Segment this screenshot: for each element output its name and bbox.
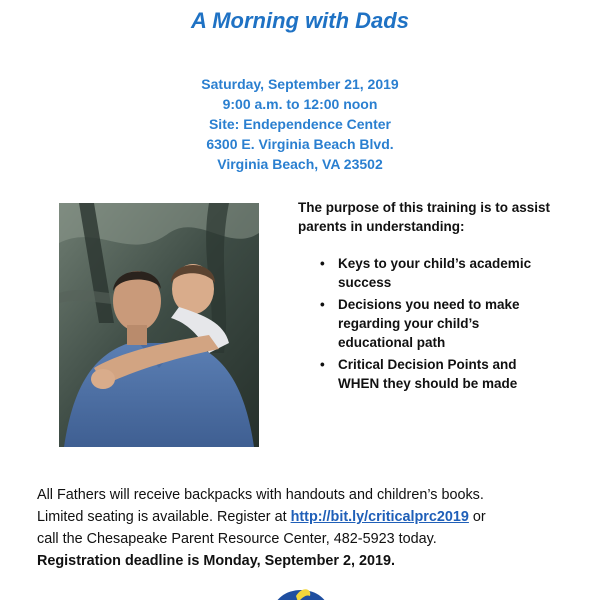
chesapeake-logo-icon [272, 584, 330, 600]
flyer-title: A Morning with Dads [191, 8, 409, 33]
backpacks-note: All Fathers will receive backpacks with handouts and children’s books. [37, 487, 484, 503]
event-address: 6300 E. Virginia Beach Blvd. [206, 136, 394, 152]
registration-link[interactable]: http://bit.ly/criticalprc2019 [290, 509, 469, 525]
purpose-list [298, 254, 558, 393]
list-item-text: Critical Decision Points and WHEN they should be made [338, 357, 518, 391]
bullet-icon: • [320, 357, 325, 372]
father-and-son-photo [59, 203, 259, 447]
event-site: Site: Endependence Center [208, 116, 392, 132]
list-item [320, 355, 558, 393]
list-item-text: Decisions you need to make regarding your child’s educational path [338, 297, 520, 350]
seating-text: Limited seating is available. Register at [37, 509, 291, 525]
list-item-text: Keys to your child’s academic success [338, 256, 532, 290]
event-date: Saturday, September 21, 2019 [201, 76, 399, 92]
bullet-icon: • [320, 297, 325, 312]
event-time: 9:00 a.m. to 12:00 noon [222, 96, 378, 112]
registration-info [37, 484, 577, 572]
purpose-section [298, 198, 558, 396]
bullet-icon: • [320, 256, 325, 271]
event-details [0, 74, 600, 174]
purpose-intro: The purpose of this training is to assist parents in understanding: [298, 200, 551, 234]
seating-note [37, 506, 577, 528]
list-item [320, 295, 558, 352]
event-city: Virginia Beach, VA 23502 [217, 156, 383, 172]
list-item [320, 254, 558, 292]
registration-deadline: Registration deadline is Monday, September 2, 2019. [37, 553, 396, 569]
seating-suffix: or [468, 509, 486, 525]
call-note: call the Chesapeake Parent Resource Center, 482-5923 today. [37, 531, 437, 547]
